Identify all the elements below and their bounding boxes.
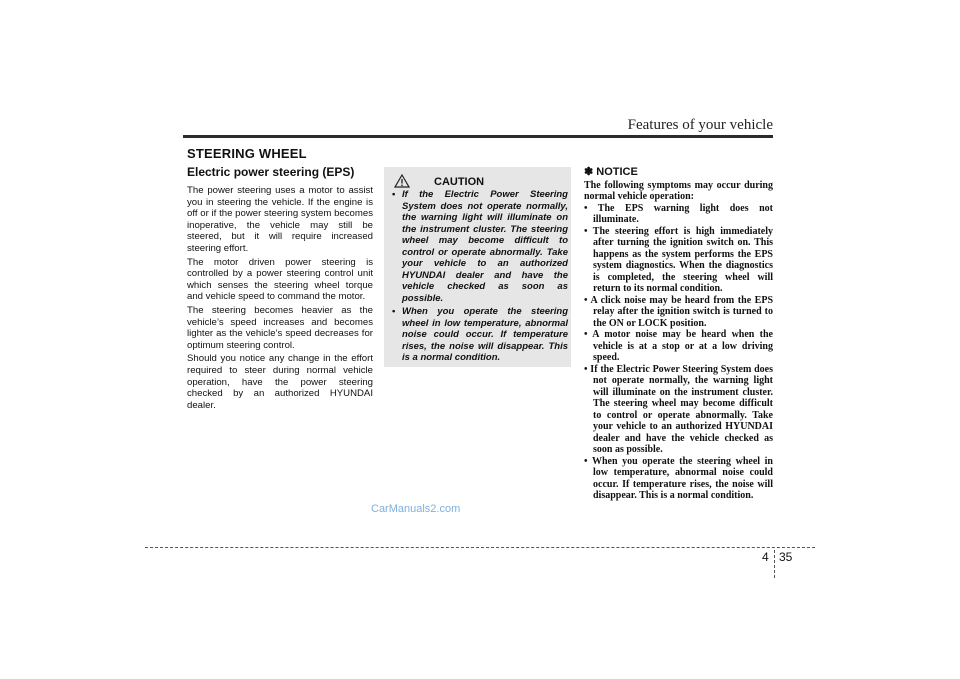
eps-paragraph: The steering becomes heavier as the vehicle’s speed increases and becomes lighter as the vehicle’s speed decreases for optimum steering control. xyxy=(187,304,373,351)
page-header-title: Features of your vehicle xyxy=(627,117,773,133)
header-rule xyxy=(183,135,773,138)
notice-item: • A motor noise may be heard when the vehicle is at a stop or at a low driving speed. xyxy=(584,329,773,363)
caution-item: • If the Electric Power Steering System does not operate normally, the warning light will illuminate on the instrument cluster. The steering wheel may become difficult to control or operate abnormally. Take your vehicle to an authorized HYUNDAI dealer and have the vehicle checked as soon as possible. xyxy=(392,189,568,304)
caution-list xyxy=(392,189,568,366)
chapter-number: 4 xyxy=(762,550,769,564)
warning-triangle-icon xyxy=(394,174,410,188)
notice-intro: The following symptoms may occur during normal vehicle operation: xyxy=(584,179,773,202)
notice-item: • A click noise may be heard from the EPS relay after the ignition switch is turned to the ON or LOCK position. xyxy=(584,294,773,329)
eps-paragraph: The motor driven power steering is controlled by a power steering control unit which senses the steering wheel torque and vehicle speed to command the motor. xyxy=(187,256,373,303)
section-title: STEERING WHEEL xyxy=(187,146,307,161)
eps-heading: Electric power steering (EPS) xyxy=(187,165,355,179)
notice-list xyxy=(584,203,773,502)
eps-paragraph: The power steering uses a motor to assist you in steering the vehicle. If the engine is off or if the power steering system becomes inoperative, the vehicle may still be steered, but it will require increased steering effort. xyxy=(187,185,373,254)
eps-column xyxy=(187,166,373,413)
caution-box xyxy=(384,167,571,367)
caution-item: • When you operate the steering wheel in low temperature, abnormal noise could occur. If temperature rises, the noise will disappear. This is a normal condition. xyxy=(392,306,568,364)
notice-item: • If the Electric Power Steering System does not operate normally, the warning light will illuminate on the instrument cluster. The steering wheel may become difficult to control or operate abnormally. Take your vehicle to an authorized HYUNDAI dealer and have the vehicle checked as soon as possible. xyxy=(584,363,773,455)
page-number-separator xyxy=(774,550,775,578)
watermark-link[interactable]: CarManuals2.com xyxy=(371,503,461,515)
footer-divider xyxy=(145,547,815,548)
caution-label: CAUTION xyxy=(434,176,485,188)
eps-paragraph: Should you notice any change in the effort required to steer during normal vehicle operation, have the power steering checked by an authorized HYUNDAI dealer. xyxy=(187,353,373,411)
notice-item: • The steering effort is high immediately after turning the ignition switch on. This happens as the system performs the EPS system diagnostics. When the diagnostics is completed, the steering wheel will return to its normal condition. xyxy=(584,225,773,294)
notice-label: ✽ NOTICE xyxy=(584,166,638,178)
notice-item: • The EPS warning light does not illuminate. xyxy=(584,202,773,225)
page-number: 35 xyxy=(779,550,793,564)
notice-item: • When you operate the steering wheel in low temperature, abnormal noise could occur. If temperature rises, the noise will disappear. This is a normal condition. xyxy=(584,455,773,501)
notice-column xyxy=(584,167,773,502)
